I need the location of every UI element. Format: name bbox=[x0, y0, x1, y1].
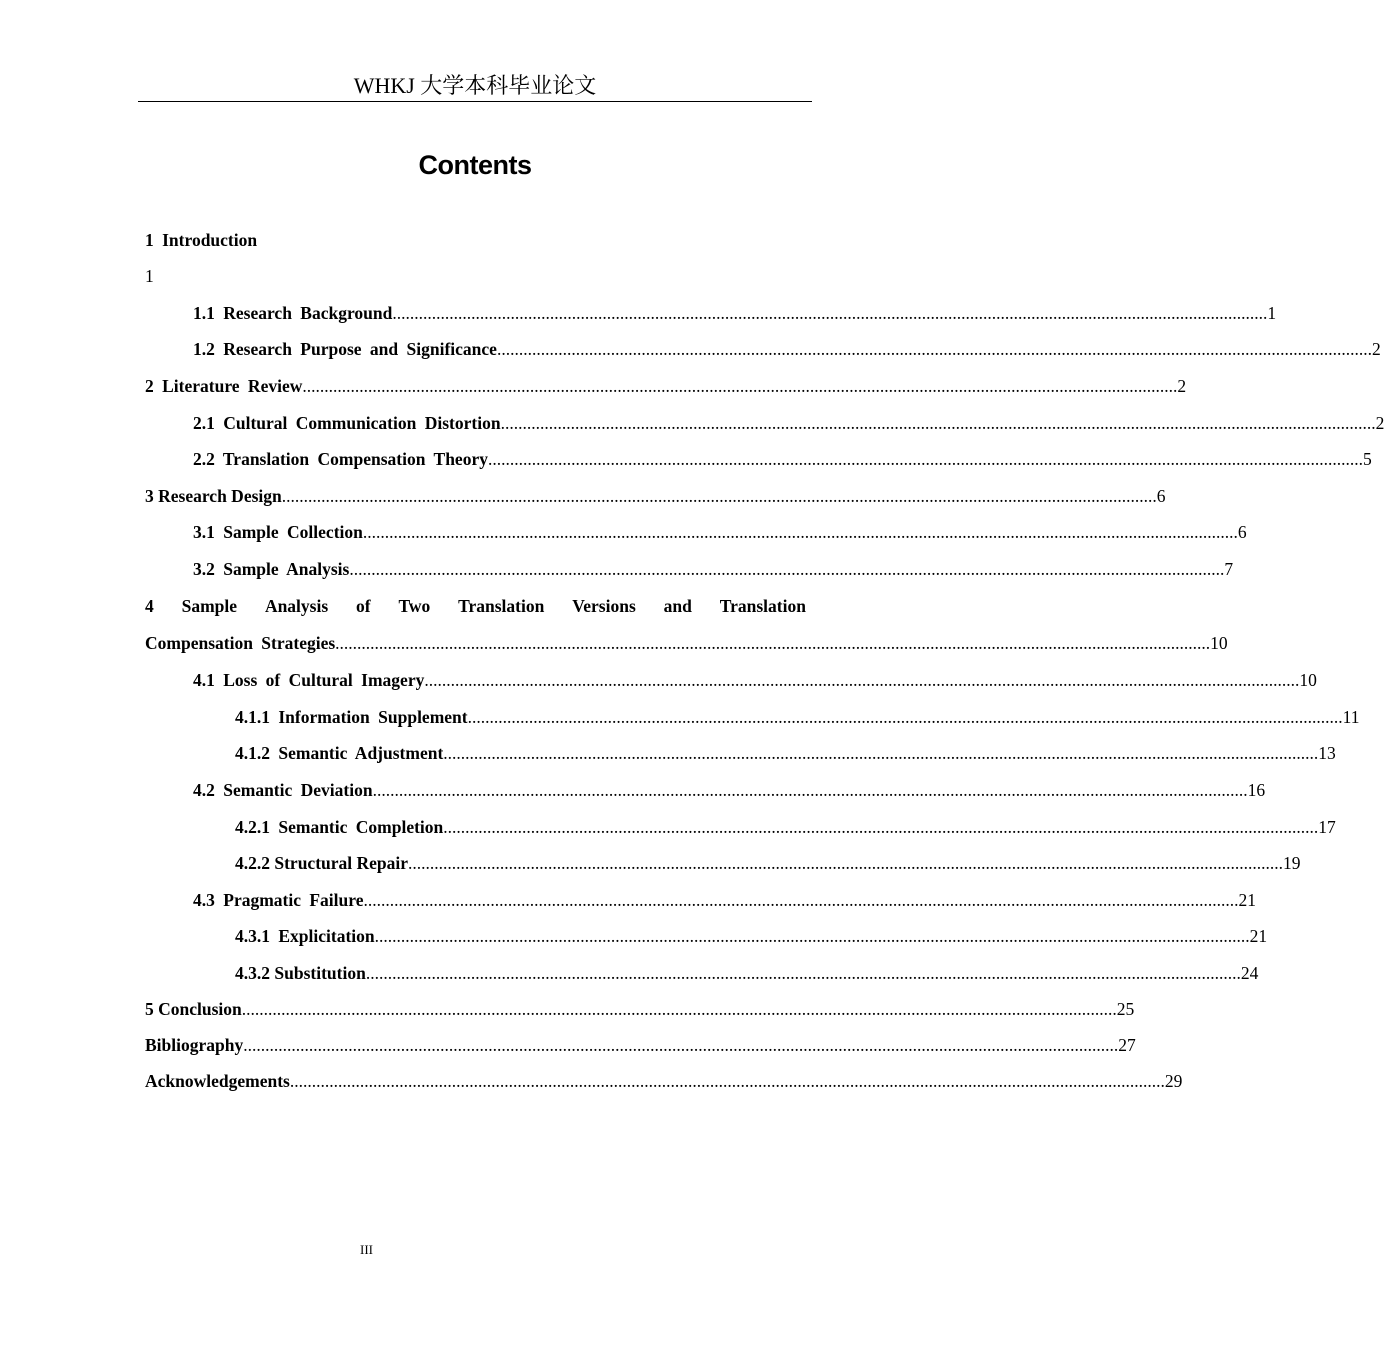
toc-entry-page: 2 bbox=[1371, 339, 1381, 359]
toc-entry[interactable] bbox=[145, 373, 1187, 399]
toc-leader-dots: ........................................................................................................................................................................................................ bbox=[374, 926, 1250, 946]
toc-entry[interactable] bbox=[145, 1032, 1136, 1058]
toc-entry[interactable] bbox=[193, 336, 1381, 362]
toc-word: Two bbox=[398, 596, 431, 616]
toc-entry[interactable] bbox=[235, 850, 1301, 876]
toc-entry-label: 5 Conclusion bbox=[145, 999, 242, 1019]
toc-entry-label: 4.3.1 Explicitation bbox=[235, 926, 375, 946]
toc-leader-dots: ........................................................................................................................................................................................................ bbox=[302, 376, 1178, 396]
toc-entry[interactable] bbox=[193, 410, 1384, 436]
header-text: WHKJ 大学本科毕业论文 bbox=[353, 73, 597, 98]
toc-entry-label: Acknowledgements bbox=[145, 1071, 290, 1091]
toc-entry-page: 2 bbox=[1375, 413, 1384, 433]
toc-entry-page: 2 bbox=[1177, 376, 1187, 396]
toc-entry[interactable] bbox=[235, 923, 1268, 949]
toc-leader-dots: ........................................................................................................................................................................................................ bbox=[362, 522, 1238, 542]
toc-entry-label: 4.2.2 Structural Repair bbox=[235, 853, 409, 873]
toc-entry-page: 6 bbox=[1156, 486, 1166, 506]
page-header bbox=[138, 70, 812, 102]
toc-entry-label: 4.1.2 Semantic Adjustment bbox=[235, 743, 444, 763]
toc-entry-chapter-4-line-1[interactable] bbox=[145, 593, 806, 619]
toc-entry-label: 3 Research Design bbox=[145, 486, 282, 506]
toc-leader-dots: ........................................................................................................................................................................................................ bbox=[408, 853, 1284, 873]
toc-entry-page: 21 bbox=[1249, 926, 1268, 946]
toc-entry-label: 1.2 Research Purpose and Significance bbox=[193, 339, 497, 359]
toc-entry[interactable] bbox=[193, 300, 1277, 326]
toc-leader-dots: ........................................................................................................................................................................................................ bbox=[487, 449, 1363, 469]
toc-entry[interactable] bbox=[145, 996, 1135, 1022]
toc-leader-dots: ........................................................................................................................................................................................................ bbox=[243, 1035, 1119, 1055]
toc-leader-dots: ........................................................................................................................................................................................................ bbox=[363, 890, 1239, 910]
toc-word: of bbox=[356, 596, 371, 616]
toc-entry[interactable] bbox=[193, 667, 1317, 693]
toc-entry-introduction[interactable] bbox=[145, 227, 257, 253]
toc-leader-dots: ........................................................................................................................................................................................................ bbox=[467, 707, 1343, 727]
toc-entry[interactable] bbox=[193, 887, 1256, 913]
toc-entry[interactable] bbox=[145, 483, 1166, 509]
toc-entry[interactable] bbox=[193, 446, 1372, 472]
toc-entry-page: 21 bbox=[1238, 890, 1256, 910]
toc-entry-page: 24 bbox=[1240, 963, 1259, 983]
toc-leader-dots: ........................................................................................................................................................................................................ bbox=[365, 963, 1241, 983]
toc-leader-dots: ........................................................................................................................................................................................................ bbox=[500, 413, 1376, 433]
toc-leader-dots: ........................................................................................................................................................................................................ bbox=[335, 633, 1211, 653]
toc-entry-page: 6 bbox=[1237, 522, 1247, 542]
toc-word: Sample bbox=[181, 596, 238, 616]
toc-leader-dots: ........................................................................................................................................................................................................ bbox=[372, 780, 1248, 800]
toc-leader-dots: ........................................................................................................................................................................................................ bbox=[241, 999, 1117, 1019]
toc-entry-label: 2 Literature Review bbox=[145, 376, 303, 396]
toc-entry[interactable] bbox=[145, 1068, 1183, 1094]
toc-entry-page: 16 bbox=[1247, 780, 1266, 800]
page-number: III bbox=[360, 1242, 373, 1257]
toc-leader-dots: ........................................................................................................................................................................................................ bbox=[496, 339, 1372, 359]
toc-word: Translation bbox=[719, 596, 806, 616]
toc-entry-page: 19 bbox=[1283, 853, 1301, 873]
toc-entry-label: 4.3 Pragmatic Failure bbox=[193, 890, 364, 910]
toc-entry-label: 4.1 Loss of Cultural Imagery bbox=[193, 670, 425, 690]
toc-entry-label: 1 Introduction bbox=[145, 230, 258, 250]
toc-entry[interactable] bbox=[235, 704, 1360, 730]
toc-entry-page: 7 bbox=[1224, 559, 1234, 579]
toc-leader-dots: ........................................................................................................................................................................................................ bbox=[424, 670, 1300, 690]
toc-entry[interactable] bbox=[193, 777, 1266, 803]
toc-entry-label: 4.2 Semantic Deviation bbox=[193, 780, 373, 800]
toc-entry-introduction-page bbox=[145, 263, 154, 289]
toc-entry-label: 2.1 Cultural Communication Distortion bbox=[193, 413, 501, 433]
toc-entry-page: 1 bbox=[1267, 303, 1277, 323]
toc-leader-dots: ........................................................................................................................................................................................................ bbox=[443, 817, 1319, 837]
toc-entry[interactable] bbox=[193, 519, 1247, 545]
toc-word: 4 bbox=[145, 596, 154, 616]
toc-entry-page: 17 bbox=[1318, 817, 1336, 837]
toc-entry-page: 13 bbox=[1318, 743, 1336, 763]
toc-entry-label: 3.1 Sample Collection bbox=[193, 522, 363, 542]
toc-entry[interactable] bbox=[235, 740, 1336, 766]
toc-leader-dots: ........................................................................................................................................................................................................ bbox=[281, 486, 1157, 506]
toc-entry-label: 2.2 Translation Compensation Theory bbox=[193, 449, 488, 469]
toc-entry-label: 3.2 Sample Analysis bbox=[193, 559, 350, 579]
toc-entry[interactable] bbox=[235, 960, 1259, 986]
toc-entry-label: Bibliography bbox=[145, 1035, 244, 1055]
toc-entry-label: 4.3.2 Substitution bbox=[235, 963, 366, 983]
toc-entry-page: 1 bbox=[145, 266, 154, 286]
toc-entry-label: Compensation Strategies bbox=[145, 633, 336, 653]
toc-entry-page: 10 bbox=[1299, 670, 1317, 690]
toc-word: and bbox=[663, 596, 692, 616]
toc-entry[interactable] bbox=[145, 630, 1228, 656]
toc-entry-label: 4.1.1 Information Supplement bbox=[235, 707, 468, 727]
toc-word: Analysis bbox=[264, 596, 329, 616]
toc-word: Translation bbox=[458, 596, 545, 616]
toc-entry-page: 5 bbox=[1362, 449, 1372, 469]
toc-entry-page: 10 bbox=[1210, 633, 1228, 653]
toc-leader-dots: ........................................................................................................................................................................................................ bbox=[349, 559, 1225, 579]
toc-entry-label: 4.2.1 Semantic Completion bbox=[235, 817, 444, 837]
toc-entry-page: 27 bbox=[1118, 1035, 1136, 1055]
toc-leader-dots: ........................................................................................................................................................................................................ bbox=[289, 1071, 1165, 1091]
toc-word: Versions bbox=[572, 596, 636, 616]
toc-entry-page: 25 bbox=[1116, 999, 1135, 1019]
toc-entry-page: 11 bbox=[1342, 707, 1360, 727]
toc-entry-page: 29 bbox=[1164, 1071, 1183, 1091]
toc-entry[interactable] bbox=[193, 556, 1234, 582]
toc-entry[interactable] bbox=[235, 814, 1336, 840]
toc-entry-label: 1.1 Research Background bbox=[193, 303, 393, 323]
toc-leader-dots: ........................................................................................................................................................................................................ bbox=[443, 743, 1319, 763]
toc-leader-dots: ........................................................................................................................................................................................................ bbox=[392, 303, 1268, 323]
page-title: Contents bbox=[418, 150, 532, 180]
